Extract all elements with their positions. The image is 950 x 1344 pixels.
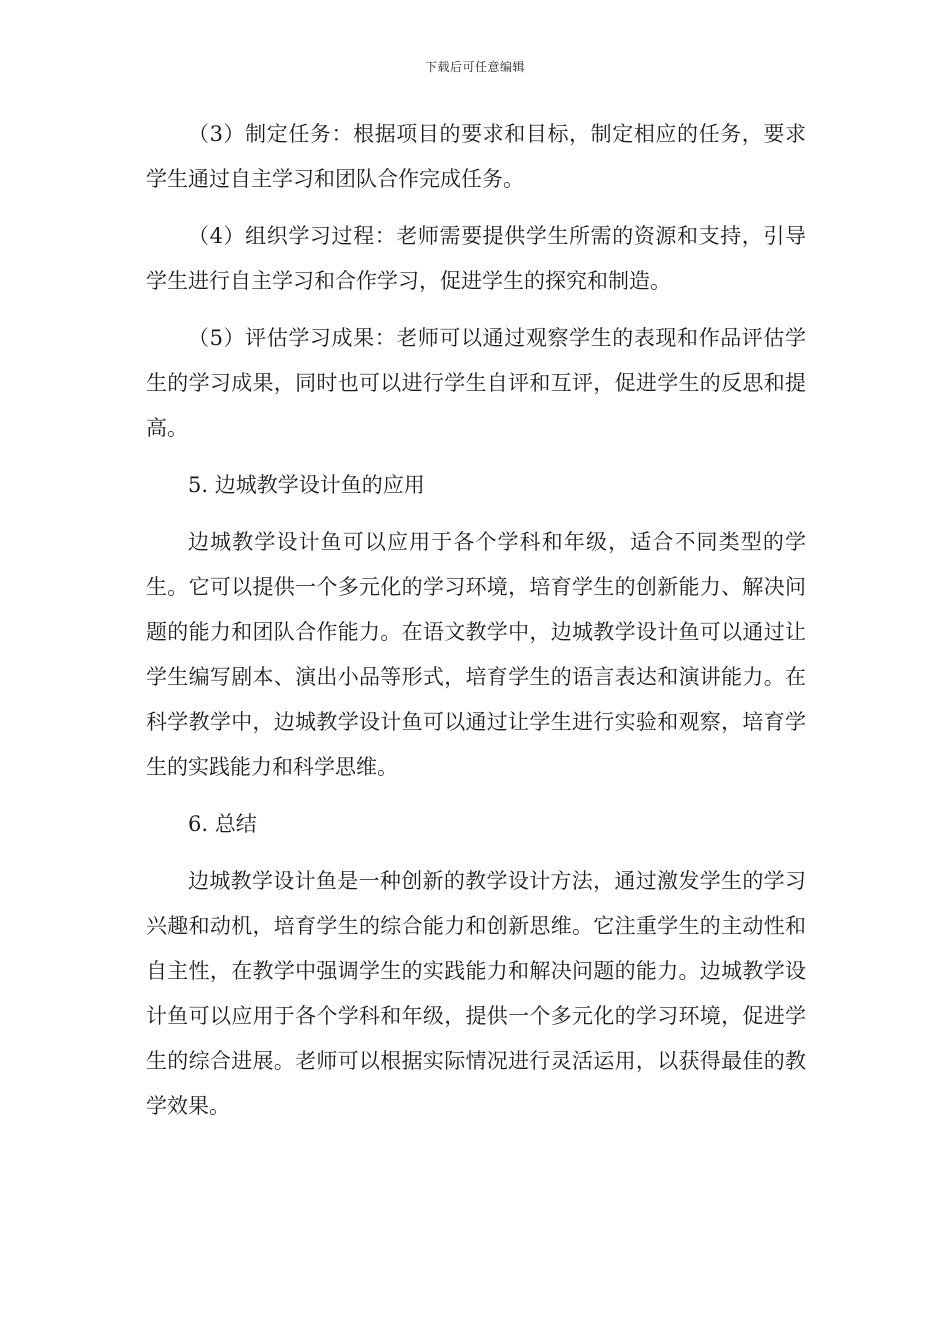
- document-body: [146, 112, 806, 1141]
- page-header: 下载后可任意编辑: [424, 60, 525, 74]
- section-heading-6: 6. 总结: [188, 812, 257, 836]
- paragraph-application: 边城教学设计鱼可以应用于各个学科和年级，适合不同类型的学生。它可以提供一个多元化的学习环境，培育学生的创新能力、解决问题的能力和团队合作能力。在语文教学中，边城教学设计鱼可以通过让学生编写剧本、演出小品等形式，培育学生的语言表达和演讲能力。在科学教学中，边城教学设计鱼可以通过让学生进行实验和观察，培育学生的实践能力和科学思维。: [146, 530, 806, 779]
- section-heading-5: 5. 边城教学设计鱼的应用: [188, 473, 425, 497]
- paragraph-step-5: （5）评估学习成果：老师可以通过观察学生的表现和作品评估学生的学习成果，同时也可以进行学生自评和互评，促进学生的反思和提高。: [146, 326, 806, 440]
- paragraph-step-3: （3）制定任务：根据项目的要求和目标，制定相应的任务，要求学生通过自主学习和团队合作完成任务。: [146, 122, 806, 191]
- paragraph-summary: 边城教学设计鱼是一种创新的教学设计方法，通过激发学生的学习兴趣和动机，培育学生的综合能力和创新思维。它注重学生的主动性和自主性，在教学中强调学生的实践能力和解决问题的能力。边城教学设计鱼可以应用于各个学科和年级，提供一个多元化的学习环境，促进学生的综合进展。老师可以根据实际情况进行灵活运用，以获得最佳的教学效果。: [146, 869, 806, 1118]
- paragraph-step-4: （4）组织学习过程：老师需要提供学生所需的资源和支持，引导学生进行自主学习和合作学习，促进学生的探究和制造。: [146, 224, 806, 293]
